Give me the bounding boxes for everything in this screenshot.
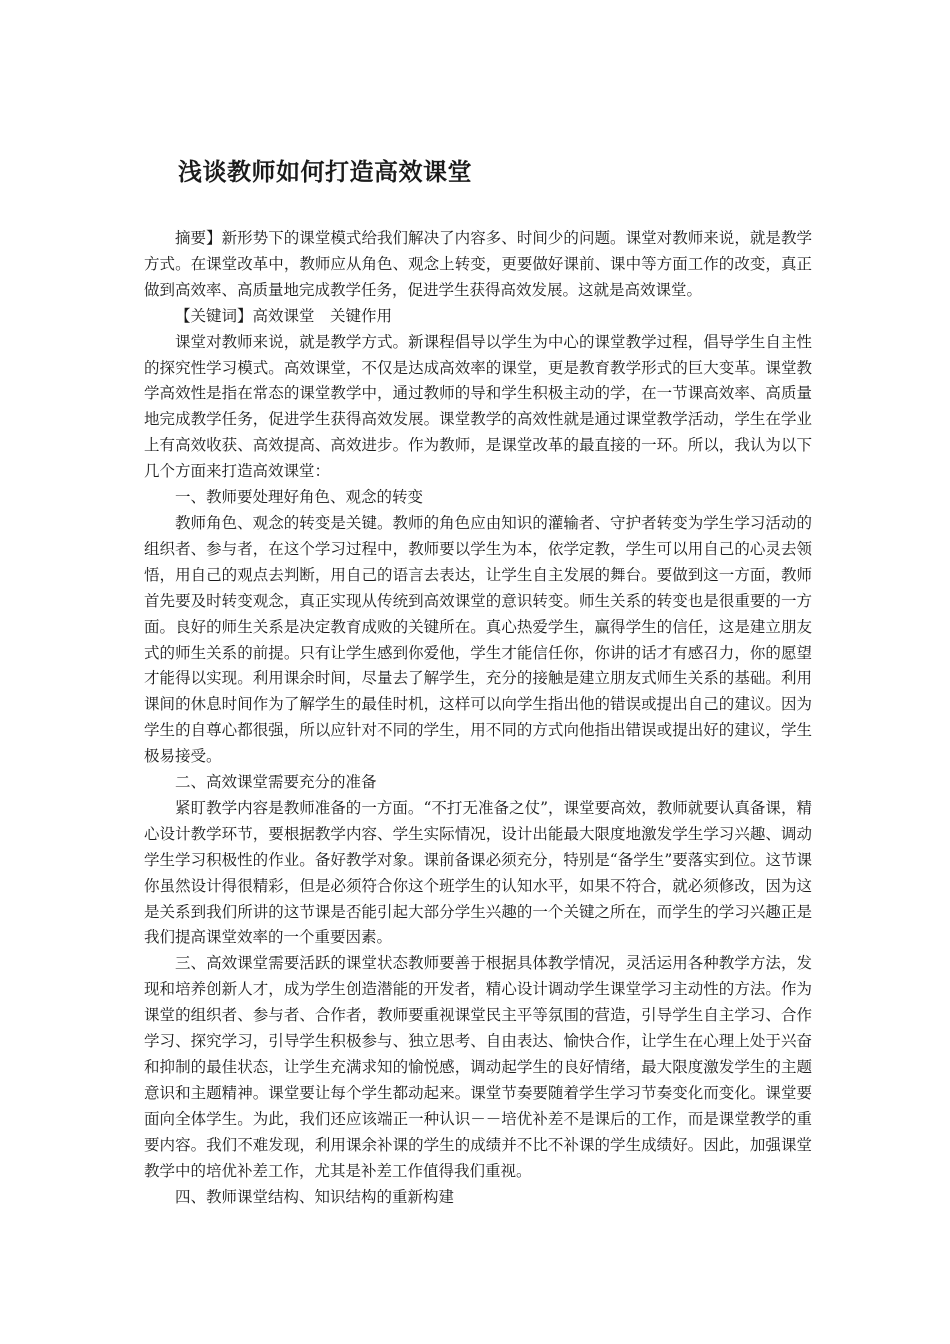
document-body <box>144 226 812 1210</box>
section-paragraph-3: 三、高效课堂需要活跃的课堂状态教师要善于根据具体教学情况，灵活运用各种教学方法，发现和培养创新人才，成为学生创造潜能的开发者，精心设计调动学生课堂学习主动性的方法。作为课堂的组织者、参与者、合作者，教师要重视课堂民主平等氛围的营造，引导学生自主学习、合作学习、探究学习，引导学生积极参与、独立思考、自由表达、愉快合作，让学生在心理上处于兴奋和抑制的最佳状态，让学生充满求知的愉悦感，调动起学生的良好情绪，最大限度激发学生的主题意识和主题精神。课堂要让每个学生都动起来。课堂节奏要随着学生学习节奏变化而变化。课堂要面向全体学生。为此，我们还应该端正一种认识－－培优补差不是课后的工作，而是课堂教学的重要内容。我们不难发现，利用课余补课的学生的成绩并不比不补课的学生成绩好。因此，加强课堂教学中的培优补差工作，尤其是补差工作值得我们重视。 <box>144 954 812 1180</box>
section-heading-2: 二、高效课堂需要充分的准备 <box>175 773 377 792</box>
abstract-paragraph: 摘要】新形势下的课堂模式给我们解决了内容多、时间少的问题。课堂对教师来说，就是教学方式。在课堂改革中，教师应从角色、观念上转变，更要做好课前、课中等方面工作的改变，真正做到高效率、高质量地完成教学任务，促进学生获得高效发展。这就是高效课堂。 <box>144 229 812 299</box>
section-heading-4: 四、教师课堂结构、知识结构的重新构建 <box>175 1187 455 1206</box>
body-paragraph: 紧盯教学内容是教师准备的一方面。“不打无准备之仗”，课堂要高效，教师就要认真备课，精心设计教学环节，要根据教学内容、学生实际情况，设计出能最大限度地激发学生学习兴趣、调动学生学习积极性的作业。备好教学对象。课前备课必须充分，特别是“备学生”要落实到位。这节课你虽然设计得很精彩，但是必须符合你这个班学生的认知水平，如果不符合，就必须修改，因为这是关系到我们所讲的这节课是否能引起大部分学生兴趣的一个关键之所在，而学生的学习兴趣正是我们提高课堂效率的一个重要因素。 <box>144 798 812 947</box>
intro-paragraph: 课堂对教师来说，就是教学方式。新课程倡导以学生为中心的课堂教学过程，倡导学生自主性的探究性学习模式。高效课堂，不仅是达成高效率的课堂，更是教育教学形式的巨大变革。课堂教学高效性是指在常态的课堂教学中，通过教师的导和学生积极主动的学，在一节课高效率、高质量地完成教学任务，促进学生获得高效发展。课堂教学的高效性就是通过课堂教学活动，学生在学业上有高效收获、高效提高、高效进步。作为教师，是课堂改革的最直接的一环。所以，我认为以下几个方面来打造高效课堂： <box>144 332 812 481</box>
keywords-paragraph: 【关键词】高效课堂 关键作用 <box>175 306 393 325</box>
body-paragraph: 教师角色、观念的转变是关键。教师的角色应由知识的灌输者、守护者转变为学生学习活动的组织者、参与者，在这个学习过程中，教师要以学生为本，依学定教，学生可以用自己的心灵去领悟，用自己的观点去判断，用自己的语言去表达，让学生自主发展的舞台。要做到这一方面，教师首先要及时转变观念，真正实现从传统到高效课堂的意识转变。师生关系的转变也是很重要的一方面。良好的师生关系是决定教育成败的关键所在。真心热爱学生，赢得学生的信任，这是建立朋友式的师生关系的前提。只有让学生感到你爱他，学生才能信任你，你讲的话才有感召力，你的愿望才能得以实现。利用课余时间，尽量去了解学生，充分的接触是建立朋友式师生关系的基础。利用课间的休息时间作为了解学生的最佳时机，这样可以向学生指出他的错误或提出自己的建议。因为学生的自尊心都很强，所以应针对不同的学生，用不同的方式向他指出错误或提出好的建议，学生极易接受。 <box>144 513 812 766</box>
document-title: 浅谈教师如何打造高效课堂 <box>178 158 472 186</box>
section-heading-1: 一、教师要处理好角色、观念的转变 <box>175 488 424 507</box>
